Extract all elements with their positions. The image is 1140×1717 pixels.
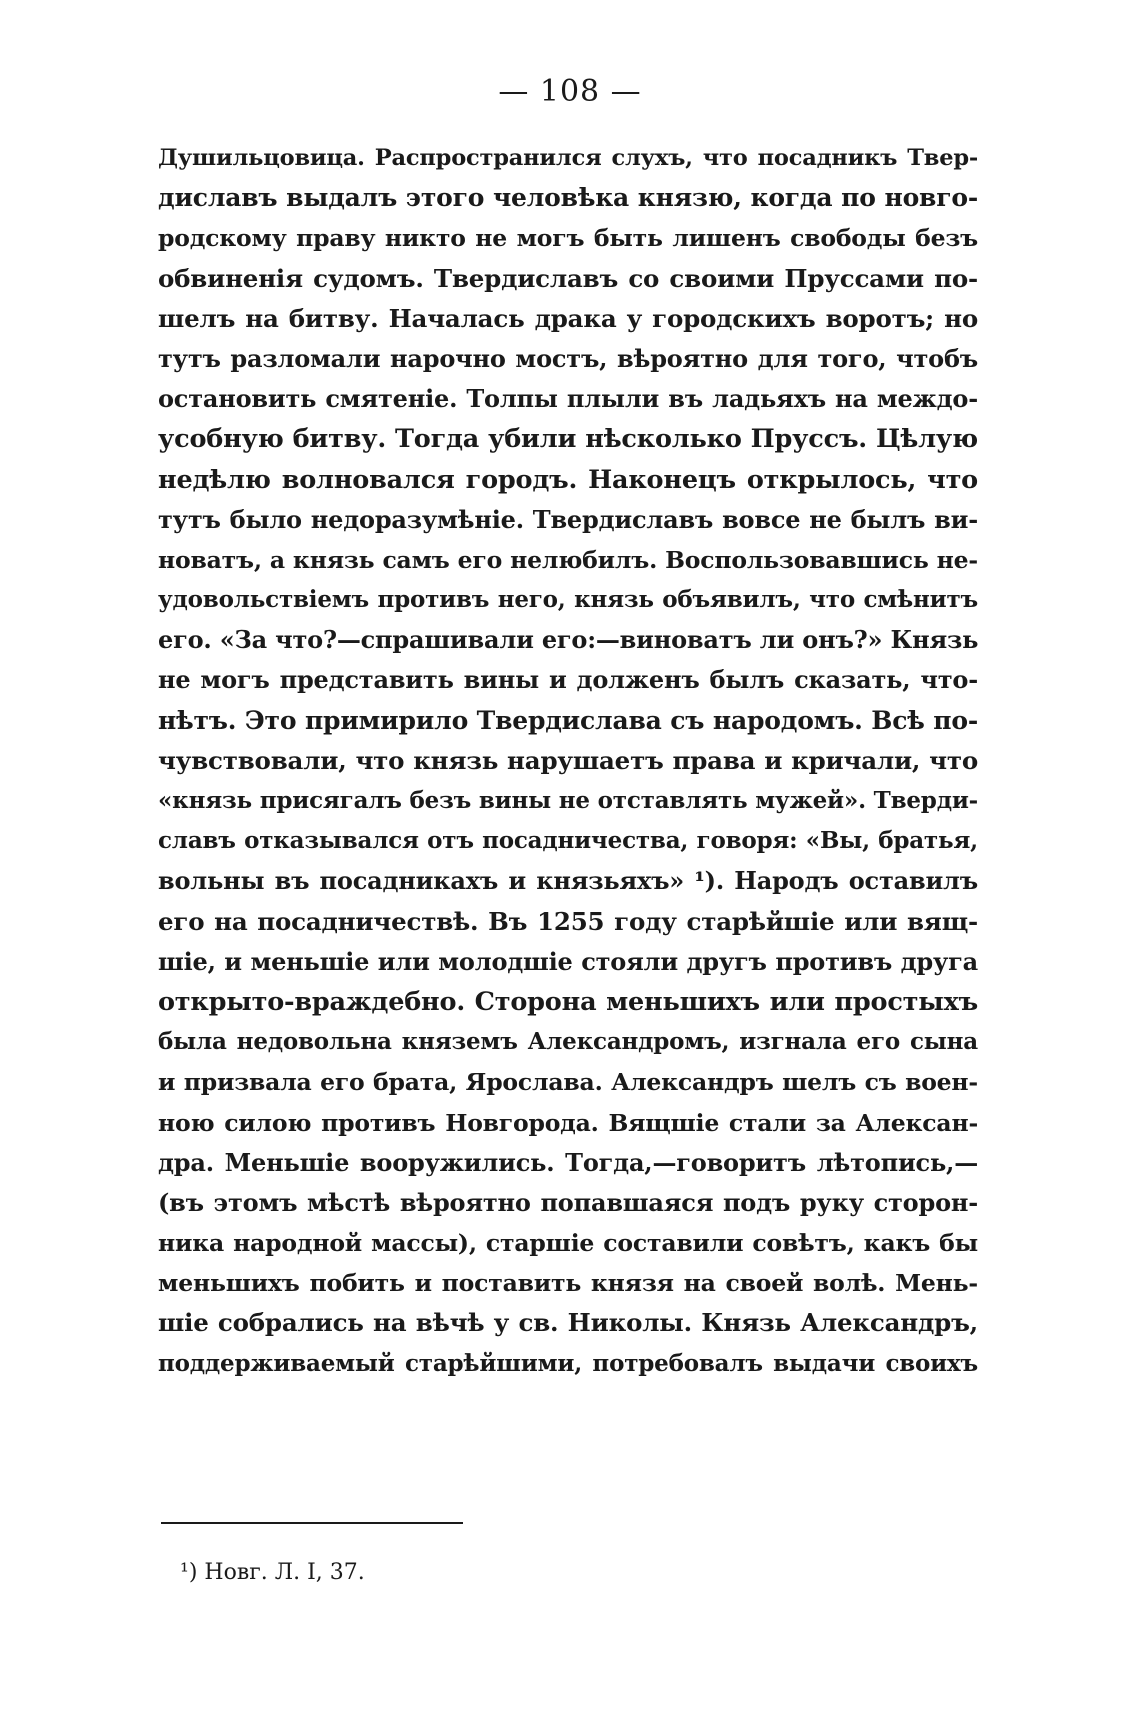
text-line: тутъ разломали нарочно мостъ, вѣроятно для того, чтобъ — [158, 343, 978, 373]
text-line: славъ отказывался отъ посадничества, говоря: «Вы, братья, — [158, 827, 978, 855]
text-line: (въ этомъ мѣстѣ вѣроятно попавшаяся подъ руку сторон- — [158, 1187, 978, 1217]
footnote-divider — [161, 1522, 463, 1524]
text-line: удовольствіемъ противъ него, князь объявилъ, что смѣнитъ — [158, 586, 978, 614]
text-line: его на посадничествѣ. Въ 1255 году старѣйшіе или вящ- — [158, 906, 978, 936]
text-line: чувствовали, что князь нарушаетъ права и кричали, что — [158, 745, 978, 775]
text-line: была недовольна княземъ Александромъ, изгнала его сына — [158, 1028, 978, 1056]
text-line: «князь присягалъ безъ вины не отставлять мужей». Тверди- — [158, 787, 979, 814]
text-line: ною силою противъ Новгорода. Вящшіе стали за Алексан- — [158, 1108, 978, 1137]
text-line: новатъ, а князь самъ его нелюбилъ. Воспользовавшись не- — [158, 545, 978, 574]
text-line: родскому праву никто не могъ быть лишенъ свободы безъ — [158, 224, 978, 253]
body-text — [158, 138, 978, 1384]
text-line: шіе, и меньшіе или молодшіе стояли другъ противъ друга — [158, 946, 978, 976]
text-line: и призвала его брата, Ярослава. Александръ шелъ съ воен- — [158, 1068, 978, 1097]
text-line: Душильцовица. Распространился слухъ, что посадникъ Твер- — [158, 145, 978, 171]
text-line: шелъ на битву. Началась драка у городскихъ воротъ; но — [158, 303, 978, 333]
text-line: дра. Меньшіе вооружились. Тогда,—говоритъ лѣтопись,— — [158, 1147, 978, 1177]
text-line: открыто-враждебно. Сторона меньшихъ или простыхъ — [158, 986, 978, 1017]
text-line: усобную битву. Тогда убили нѣсколько Пруссъ. Цѣлую — [158, 424, 978, 455]
text-line: его. «За что?—спрашивали его:—виноватъ ли онъ?» Князь — [158, 625, 979, 655]
text-line: диславъ выдалъ этого человѣка князю, когда по новго- — [158, 183, 978, 213]
text-line: нѣтъ. Это примирило Твердислава съ народомъ. Всѣ по- — [158, 705, 978, 735]
text-line: поддерживаемый старѣйшими, потребовалъ выдачи своихъ — [158, 1349, 978, 1377]
text-line: обвиненія судомъ. Твердиславъ со своими Пруссами по- — [158, 263, 978, 293]
text-line: остановить смятеніе. Толпы плыли въ ладьяхъ на междо- — [158, 384, 978, 414]
footnote: ¹) Новг. Л. I, 37. — [180, 1560, 365, 1585]
text-line: недѣлю волновался городъ. Наконецъ открылось, что — [158, 464, 978, 495]
text-line: шіе собрались на вѣчѣ у св. Николы. Князь Александръ, — [158, 1308, 978, 1338]
text-line: вольны въ посадникахъ и князьяхъ» ¹). Народъ оставилъ — [158, 866, 978, 896]
page-number: — 108 — — [498, 74, 642, 109]
text-line: ника народной массы), старшіе составили совѣтъ, какъ бы — [158, 1229, 978, 1258]
text-line: не могъ представить вины и долженъ былъ сказать, что- — [158, 665, 978, 695]
text-line: тутъ было недоразумѣніе. Твердиславъ вовсе не былъ ви- — [158, 504, 978, 534]
text-line: меньшихъ побить и поставить князя на своей волѣ. Мень- — [158, 1269, 978, 1298]
